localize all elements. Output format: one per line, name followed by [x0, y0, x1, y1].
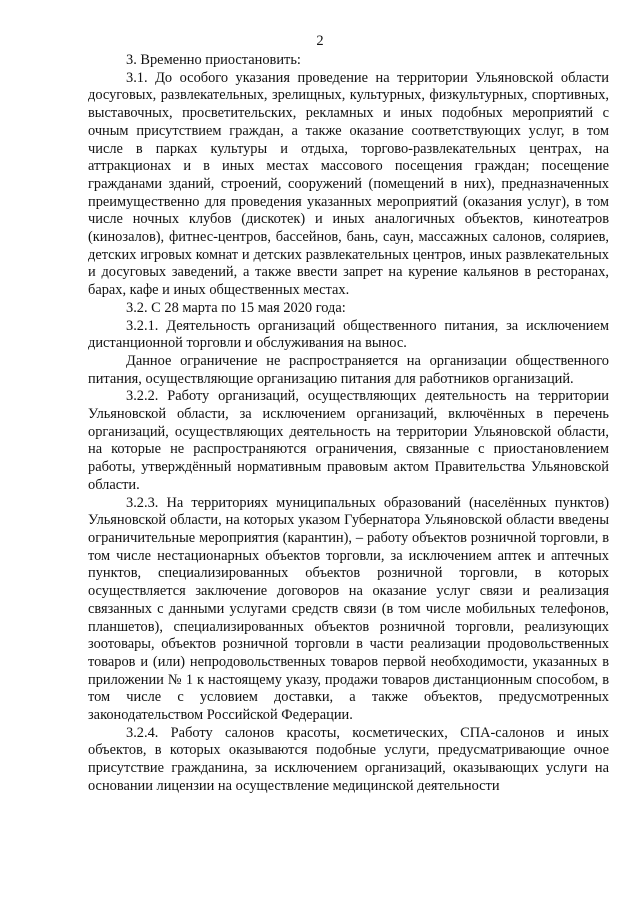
paragraph-3-2-1-note: Данное ограничение не распространяется на организации общественного питания, осуществляющие организацию питания для работников организаций.: [88, 352, 609, 387]
document-body: [88, 52, 609, 796]
paragraph-3-2-1: 3.2.1. Деятельность организаций общественного питания, за исключением дистанционной торговли и обслуживания на вынос.: [88, 317, 609, 352]
paragraph-3-2-4: 3.2.4. Работу салонов красоты, косметических, СПА-салонов и иных объектов, в которых оказываются подобные услуги, предусматривающие очное присутствие гражданина, за исключением организаций, оказывающих услуги на основании лицензии на осуществление медицинской деятельности: [88, 724, 609, 794]
paragraph-3-2-2: 3.2.2. Работу организаций, осуществляющих деятельность на территории Ульяновской области, за исключением организаций, включённых в перечень организаций, осуществляющих деятельность на территории Ульяновской области, на которые не распространяются ограничения, связанные с приостановлением работы, утверждённый нормативным правовым актом Правительства Ульяновской области.: [88, 388, 609, 493]
paragraph-3-1: 3.1. До особого указания проведение на территории Ульяновской области досуговых, развлекательных, зрелищных, культурных, физкультурных, спортивных, выставочных, просветительских, рекламных и иных подобных мероприятий с очным присутствием граждан, а также оказание соответствующих услуг, в том числе в парках культуры и отдыха, торгово-развлекательных центрах, на аттракционах и в иных местах массового посещения граждан; посещение гражданами зданий, строений, сооружений (помещений в них), предназначенных преимущественно для проведения указанных мероприятий (оказания услуг), в том числе ночных клубов (дискотек) и иных аналогичных объектов, кинотеатров (кинозалов), фитнес-центров, бассейнов, бань, саун, массажных салонов, соляриев, детских игровых комнат и детских развлекательных центров, иных развлекательных и досуговых заведений, а также ввести запрет на курение кальянов в ресторанах, барах, кафе и иных общественных местах.: [88, 69, 609, 299]
paragraph-3: 3. Временно приостановить:: [126, 52, 301, 68]
page-number: 2: [316, 33, 324, 49]
paragraph-3-2: 3.2. С 28 марта по 15 мая 2020 года:: [126, 299, 346, 316]
paragraph-3-2-3: 3.2.3. На территориях муниципальных образований (населённых пунктов) Ульяновской области, на которых указом Губернатора Ульяновской области введены ограничительные мероприятия (карантин), – работу объектов розничной торговли, в том числе нестационарных объектов торговли, за исключением аптек и аптечных пунктов, специализированных объектов розничной торговли, в которых осуществляется заключение договоров на оказание услуг связи и реализация связанных с данными услугами средств связи (в том числе мобильных телефонов, планшетов), специализированных объектов розничной торговли, реализующих зоотовары, объектов розничной торговли в части реализации продовольственных товаров и (или) непродовольственных товаров первой необходимости, указанных в приложении № 1 к настоящему указу, продажи товаров дистанционным способом, в том числе с условием доставки, а также объектов, предусмотренных законодательством Российской Федерации.: [88, 494, 609, 724]
